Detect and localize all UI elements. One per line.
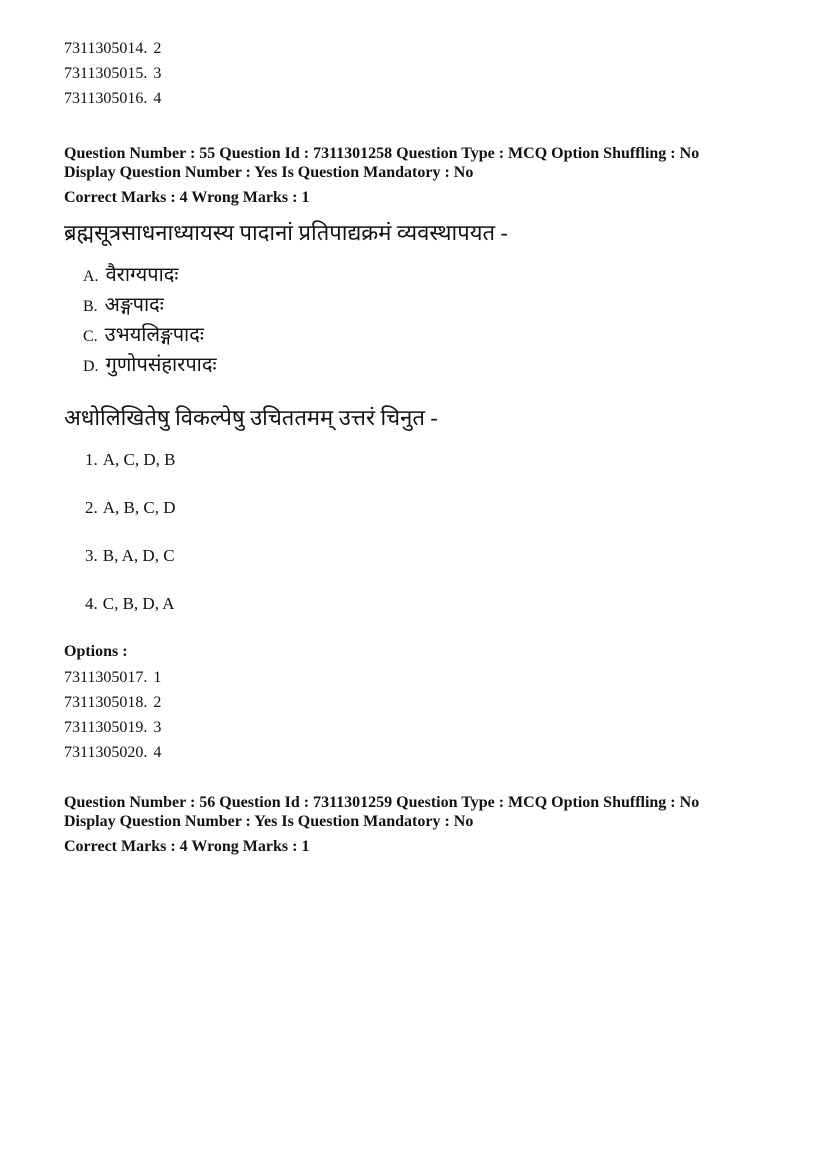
item-text: उभयलिङ्गपादः (104, 324, 204, 346)
option-id: 7311305015. (64, 65, 148, 82)
lettered-item (83, 261, 786, 291)
choice-text: A, B, C, D (102, 498, 176, 517)
item-text: अङ्गपादः (104, 294, 164, 316)
item-letter: B. (83, 298, 98, 315)
choice-text: C, B, D, A (102, 594, 175, 613)
option-answer: 3 (153, 65, 162, 82)
choice-text: B, A, D, C (102, 546, 175, 565)
option-answer: 4 (153, 744, 162, 761)
question-55-instruction: अधोलिखितेषु विकल्पेषु उचिततमम् उत्तरं चिनुत - (64, 405, 438, 430)
question-55-choices (64, 450, 786, 614)
option-id: 7311305016. (64, 90, 148, 107)
lettered-item (83, 321, 786, 351)
question-meta-line-1: Question Number : 56 Question Id : 7311301259 Question Type : MCQ Option Shuffling : No (64, 794, 700, 811)
question-55-option-ids (64, 665, 786, 765)
option-id-line (64, 715, 786, 740)
choice-item (85, 546, 786, 566)
choice-number: 1. (85, 450, 98, 469)
option-id: 7311305014. (64, 40, 148, 57)
item-text: वैराग्यपादः (105, 264, 179, 286)
question-55-lettered-items (64, 261, 786, 381)
choice-number: 3. (85, 546, 98, 565)
question-meta-line-2: Display Question Number : Yes Is Question Mandatory : No (64, 164, 474, 181)
question-55-header (64, 144, 786, 207)
option-answer: 4 (153, 90, 162, 107)
option-id-line (64, 61, 786, 86)
option-answer: 2 (153, 40, 162, 57)
option-id-line (64, 86, 786, 111)
choice-number: 4. (85, 594, 98, 613)
choice-item (85, 498, 786, 518)
options-heading: Options : (64, 643, 128, 660)
question-marks-line: Correct Marks : 4 Wrong Marks : 1 (64, 189, 310, 206)
option-answer: 2 (153, 694, 162, 711)
option-answer: 3 (153, 719, 162, 736)
question-meta-line-2: Display Question Number : Yes Is Question Mandatory : No (64, 813, 474, 830)
lettered-item (83, 291, 786, 321)
item-letter: C. (83, 328, 98, 345)
lettered-item (83, 351, 786, 381)
choice-text: A, C, D, B (102, 450, 176, 469)
question-56-header (64, 793, 786, 856)
option-id: 7311305017. (64, 669, 148, 686)
question-55-stem: ब्रह्मसूत्रसाधनाध्यायस्य पादानां प्रतिपाद्यक्रमं व्यवस्थापयत - (64, 220, 508, 245)
choice-item (85, 450, 786, 470)
question-marks-line: Correct Marks : 4 Wrong Marks : 1 (64, 838, 310, 855)
item-text: गुणोपसंहारपादः (105, 354, 217, 376)
item-letter: A. (83, 268, 99, 285)
option-answer: 1 (153, 669, 162, 686)
choice-item (85, 594, 786, 614)
option-id-line (64, 36, 786, 61)
option-id: 7311305019. (64, 719, 148, 736)
option-id-line (64, 665, 786, 690)
option-id-line (64, 740, 786, 765)
previous-question-option-ids (64, 36, 786, 111)
question-meta-line-1: Question Number : 55 Question Id : 7311301258 Question Type : MCQ Option Shuffling : No (64, 145, 700, 162)
option-id: 7311305020. (64, 744, 148, 761)
option-id: 7311305018. (64, 694, 148, 711)
item-letter: D. (83, 358, 99, 375)
choice-number: 2. (85, 498, 98, 517)
option-id-line (64, 690, 786, 715)
